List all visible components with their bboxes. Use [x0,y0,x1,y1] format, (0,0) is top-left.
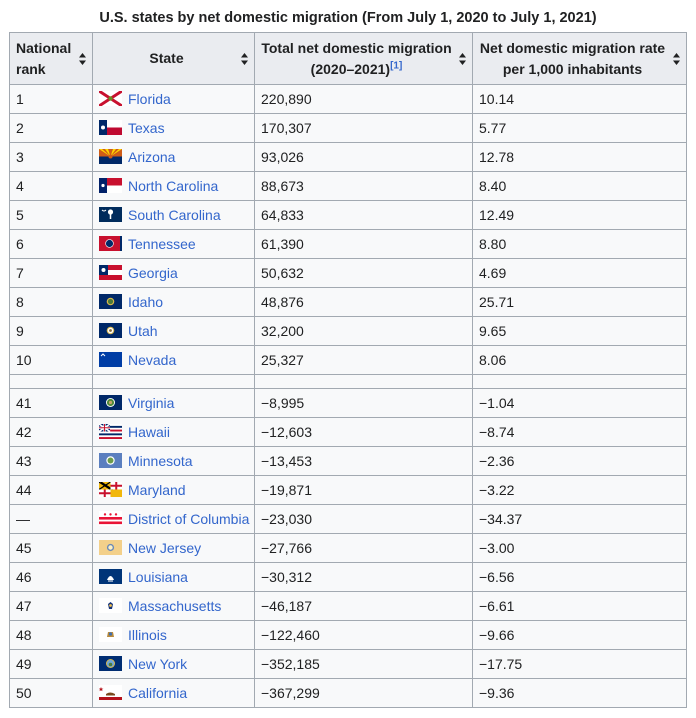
migration-rate-cell: −9.66 [473,621,687,650]
massachusetts-flag-icon [99,598,122,613]
state-cell [93,592,255,621]
table-row [10,505,687,534]
state-link[interactable]: North Carolina [128,177,219,194]
migration-rate-cell: −3.22 [473,476,687,505]
new-jersey-flag-icon [99,540,122,555]
state-cell [93,650,255,679]
table-gap-row [10,375,687,389]
total-migration-cell: −19,871 [255,476,473,505]
minnesota-flag-icon [99,453,122,468]
migration-rate-cell: 4.69 [473,259,687,288]
state-link[interactable]: District of Columbia [128,510,250,527]
idaho-flag-icon [99,294,122,309]
total-migration-cell: −13,453 [255,447,473,476]
table-row [10,230,687,259]
column-header-rate[interactable] [473,33,687,85]
state-cell [93,172,255,201]
state-cell [93,679,255,708]
table-row [10,389,687,418]
rank-cell: 48 [10,621,93,650]
rank-cell: 10 [10,346,93,375]
state-link[interactable]: Hawaii [128,423,171,440]
rank-cell: 45 [10,534,93,563]
illinois-flag-icon [99,627,122,642]
table-row [10,563,687,592]
table-row [10,201,687,230]
state-cell [93,288,255,317]
sort-icon[interactable] [673,53,680,65]
table-row [10,447,687,476]
california-flag-icon [99,685,122,700]
state-cell [93,259,255,288]
table-row [10,85,687,114]
table-row [10,476,687,505]
total-migration-cell: 32,200 [255,317,473,346]
state-cell [93,563,255,592]
migration-rate-cell: 8.80 [473,230,687,259]
rank-cell: 4 [10,172,93,201]
table-row [10,317,687,346]
total-migration-cell: 61,390 [255,230,473,259]
rank-cell: 5 [10,201,93,230]
state-cell [93,447,255,476]
state-link[interactable]: South Carolina [128,206,221,223]
rank-header-line1: National [16,39,72,56]
table-row [10,288,687,317]
rank-header-line2: rank [16,60,46,77]
state-cell [93,85,255,114]
table-row [10,259,687,288]
table-caption: U.S. states by net domestic migration (From July 1, 2020 to July 1, 2021) [99,10,597,26]
rank-cell: 49 [10,650,93,679]
migration-rate-cell: 8.40 [473,172,687,201]
state-cell [93,505,255,534]
state-link[interactable]: Illinois [128,626,167,643]
rank-cell: 43 [10,447,93,476]
rate-header-line1: Net domestic migration rate [479,39,666,56]
state-link[interactable]: Tennessee [128,235,196,252]
total-migration-cell: 88,673 [255,172,473,201]
rank-cell: 3 [10,143,93,172]
total-migration-cell: −30,312 [255,563,473,592]
state-link[interactable]: Georgia [128,264,178,281]
rank-cell: 2 [10,114,93,143]
migration-rate-cell: −8.74 [473,418,687,447]
header-row [10,33,687,85]
total-migration-cell: −27,766 [255,534,473,563]
hawaii-flag-icon [99,424,122,439]
state-cell [93,476,255,505]
table-row [10,418,687,447]
nevada-flag-icon [99,352,122,367]
total-migration-cell: 170,307 [255,114,473,143]
table-row [10,679,687,708]
rate-header-line2: per 1,000 inhabitants [502,60,643,77]
maryland-flag-icon [99,482,122,497]
state-cell [93,346,255,375]
migration-rate-cell: −6.61 [473,592,687,621]
rank-cell: 6 [10,230,93,259]
louisiana-flag-icon [99,569,122,584]
total-migration-cell: −23,030 [255,505,473,534]
table-row [10,346,687,375]
total-header-line2: (2020–2021) [310,60,391,77]
texas-flag-icon [99,120,122,135]
total-migration-cell: −12,603 [255,418,473,447]
reference-link[interactable]: [1] [390,59,403,71]
migration-rate-cell: 9.65 [473,317,687,346]
state-link[interactable]: New York [128,655,188,672]
rank-cell: 44 [10,476,93,505]
state-link[interactable]: Utah [128,322,158,339]
total-migration-cell: 50,632 [255,259,473,288]
rank-cell: 47 [10,592,93,621]
migration-rate-cell: −3.00 [473,534,687,563]
total-migration-cell: −352,185 [255,650,473,679]
south-carolina-flag-icon [99,207,122,222]
state-link[interactable]: Virginia [128,394,175,411]
arizona-flag-icon [99,149,122,164]
sort-icon[interactable] [241,53,248,65]
table-row [10,621,687,650]
state-cell [93,389,255,418]
migration-rate-cell: −9.36 [473,679,687,708]
migration-rate-cell: 12.78 [473,143,687,172]
state-cell [93,534,255,563]
total-migration-cell: −122,460 [255,621,473,650]
state-link[interactable]: Maryland [128,481,186,498]
state-cell [93,143,255,172]
utah-flag-icon [99,323,122,338]
migration-table [9,32,687,708]
state-cell [93,317,255,346]
state-link[interactable]: Arizona [128,148,176,165]
virginia-flag-icon [99,395,122,410]
sort-icon[interactable] [79,53,86,65]
state-link[interactable]: Minnesota [128,452,193,469]
migration-rate-cell: −1.04 [473,389,687,418]
rank-cell: 7 [10,259,93,288]
rank-cell: 46 [10,563,93,592]
rank-cell: 9 [10,317,93,346]
state-link[interactable]: California [128,684,188,701]
state-link[interactable]: New Jersey [128,539,202,556]
state-link[interactable]: Nevada [128,351,177,368]
migration-rate-cell: 12.49 [473,201,687,230]
table-row [10,650,687,679]
migration-rate-cell: 5.77 [473,114,687,143]
migration-rate-cell: 8.06 [473,346,687,375]
rank-cell: 1 [10,85,93,114]
total-migration-cell: 48,876 [255,288,473,317]
total-header-line1: Total net domestic migration [261,39,452,56]
migration-rate-cell: 25.71 [473,288,687,317]
north-carolina-flag-icon [99,178,122,193]
florida-flag-icon [99,91,122,106]
rank-cell: 41 [10,389,93,418]
column-header-rank[interactable] [10,33,93,85]
state-link[interactable]: Massachusetts [128,597,222,614]
total-migration-cell: −8,995 [255,389,473,418]
tennessee-flag-icon [99,236,122,251]
total-migration-cell: 220,890 [255,85,473,114]
migration-rate-cell: −34.37 [473,505,687,534]
total-migration-cell: −367,299 [255,679,473,708]
migration-rate-cell: −17.75 [473,650,687,679]
state-cell [93,230,255,259]
table-row [10,534,687,563]
state-link[interactable]: Louisiana [128,568,188,585]
total-migration-cell: 25,327 [255,346,473,375]
state-cell [93,418,255,447]
sort-icon[interactable] [459,53,466,65]
migration-rate-cell: −6.56 [473,563,687,592]
rank-cell: — [10,505,93,534]
migration-rate-cell: 10.14 [473,85,687,114]
new-york-flag-icon [99,656,122,671]
state-link[interactable]: Texas [128,119,165,136]
migration-rate-cell: −2.36 [473,447,687,476]
state-header-label: State [149,50,184,66]
total-migration-cell: 64,833 [255,201,473,230]
state-cell [93,201,255,230]
total-migration-cell: 93,026 [255,143,473,172]
total-migration-cell: −46,187 [255,592,473,621]
rank-cell: 42 [10,418,93,447]
state-link[interactable]: Idaho [128,293,164,310]
rank-cell: 50 [10,679,93,708]
state-link[interactable]: Florida [128,90,171,107]
table-row [10,143,687,172]
rank-cell: 8 [10,288,93,317]
column-header-total[interactable] [255,33,473,85]
column-header-state[interactable] [93,33,255,85]
table-row [10,592,687,621]
table-row [10,172,687,201]
state-cell [93,114,255,143]
district-of-columbia-flag-icon [99,511,122,526]
georgia-flag-icon [99,265,122,280]
table-row [10,114,687,143]
state-cell [93,621,255,650]
